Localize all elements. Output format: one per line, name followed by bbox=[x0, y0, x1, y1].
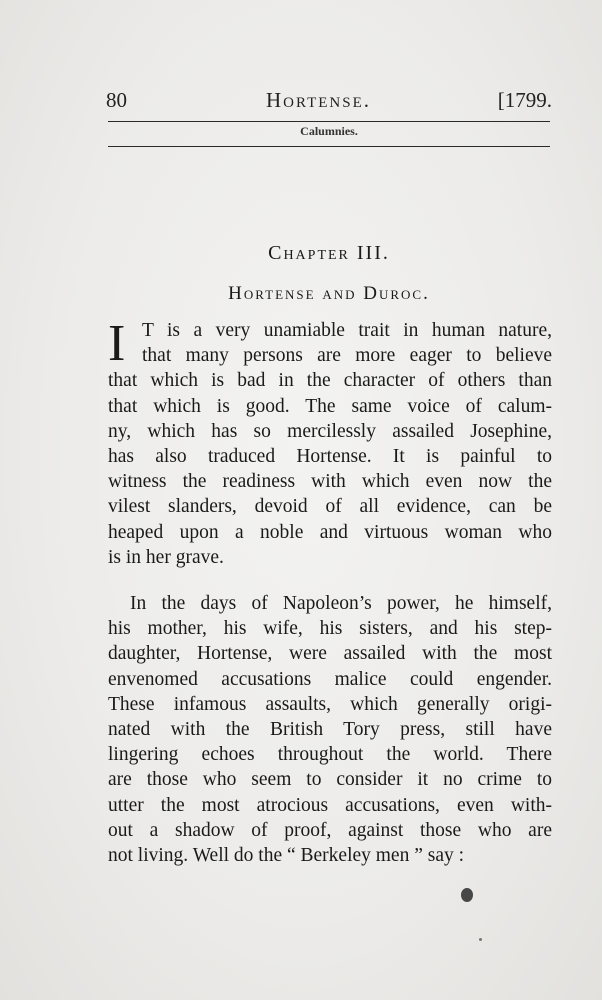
header-rule-bottom bbox=[108, 146, 550, 147]
running-head bbox=[106, 88, 552, 116]
text-line: that which is good. The same voice of calum- bbox=[108, 395, 552, 417]
text-line: is in her grave. bbox=[108, 546, 224, 568]
running-year: [1799. bbox=[497, 88, 552, 112]
chapter-number: Chapter III. bbox=[268, 242, 390, 264]
text-line: lingering echoes throughout the world. There bbox=[108, 744, 552, 766]
paragraph-1 bbox=[108, 315, 552, 570]
text-line: In the days of Napoleon’s power, he himself, bbox=[130, 593, 552, 614]
drop-cap: I bbox=[108, 315, 126, 372]
paragraph-2 bbox=[108, 591, 552, 868]
text-line: not living. Well do the “ Berkeley men ” say : bbox=[108, 845, 465, 867]
text-line: daughter, Hortense, were assailed with the most bbox=[108, 643, 552, 665]
text-line: has also traduced Hortense. It is painful to bbox=[108, 446, 552, 468]
text-line: that which is bad in the character of others than bbox=[108, 370, 552, 392]
text-line: his mother, his wife, his sisters, and his step- bbox=[108, 618, 552, 640]
header-rule-top bbox=[108, 121, 550, 122]
text-line: out a shadow of proof, against those who are bbox=[108, 819, 552, 841]
text-line: envenomed accusations malice could engender. bbox=[108, 668, 552, 690]
text-line: that many persons are more eager to believe bbox=[142, 345, 552, 367]
text-line: witness the readiness with which even now the bbox=[108, 471, 552, 493]
text-line: nated with the British Tory press, still have bbox=[108, 719, 552, 741]
text-line: vilest slanders, devoid of all evidence, can be bbox=[108, 496, 552, 518]
ink-smudge bbox=[461, 888, 473, 902]
text-line: utter the most atrocious accusations, even with- bbox=[108, 794, 552, 816]
text-line: T is a very unamiable trait in human nature, bbox=[142, 320, 552, 341]
text-line: are those who seem to consider it no crime to bbox=[108, 769, 552, 791]
section-subhead: Calumnies. bbox=[300, 124, 358, 138]
text-line: These infamous assaults, which generally origi- bbox=[108, 693, 552, 715]
page-number: 80 bbox=[106, 88, 127, 112]
text-line: ny, which has so mercilessly assailed Josephine, bbox=[108, 420, 552, 442]
text-line: heaped upon a noble and virtuous woman who bbox=[108, 521, 552, 543]
ink-speck bbox=[479, 938, 482, 941]
running-title: Hortense. bbox=[266, 88, 372, 112]
chapter-title: Hortense and Duroc. bbox=[228, 283, 430, 304]
